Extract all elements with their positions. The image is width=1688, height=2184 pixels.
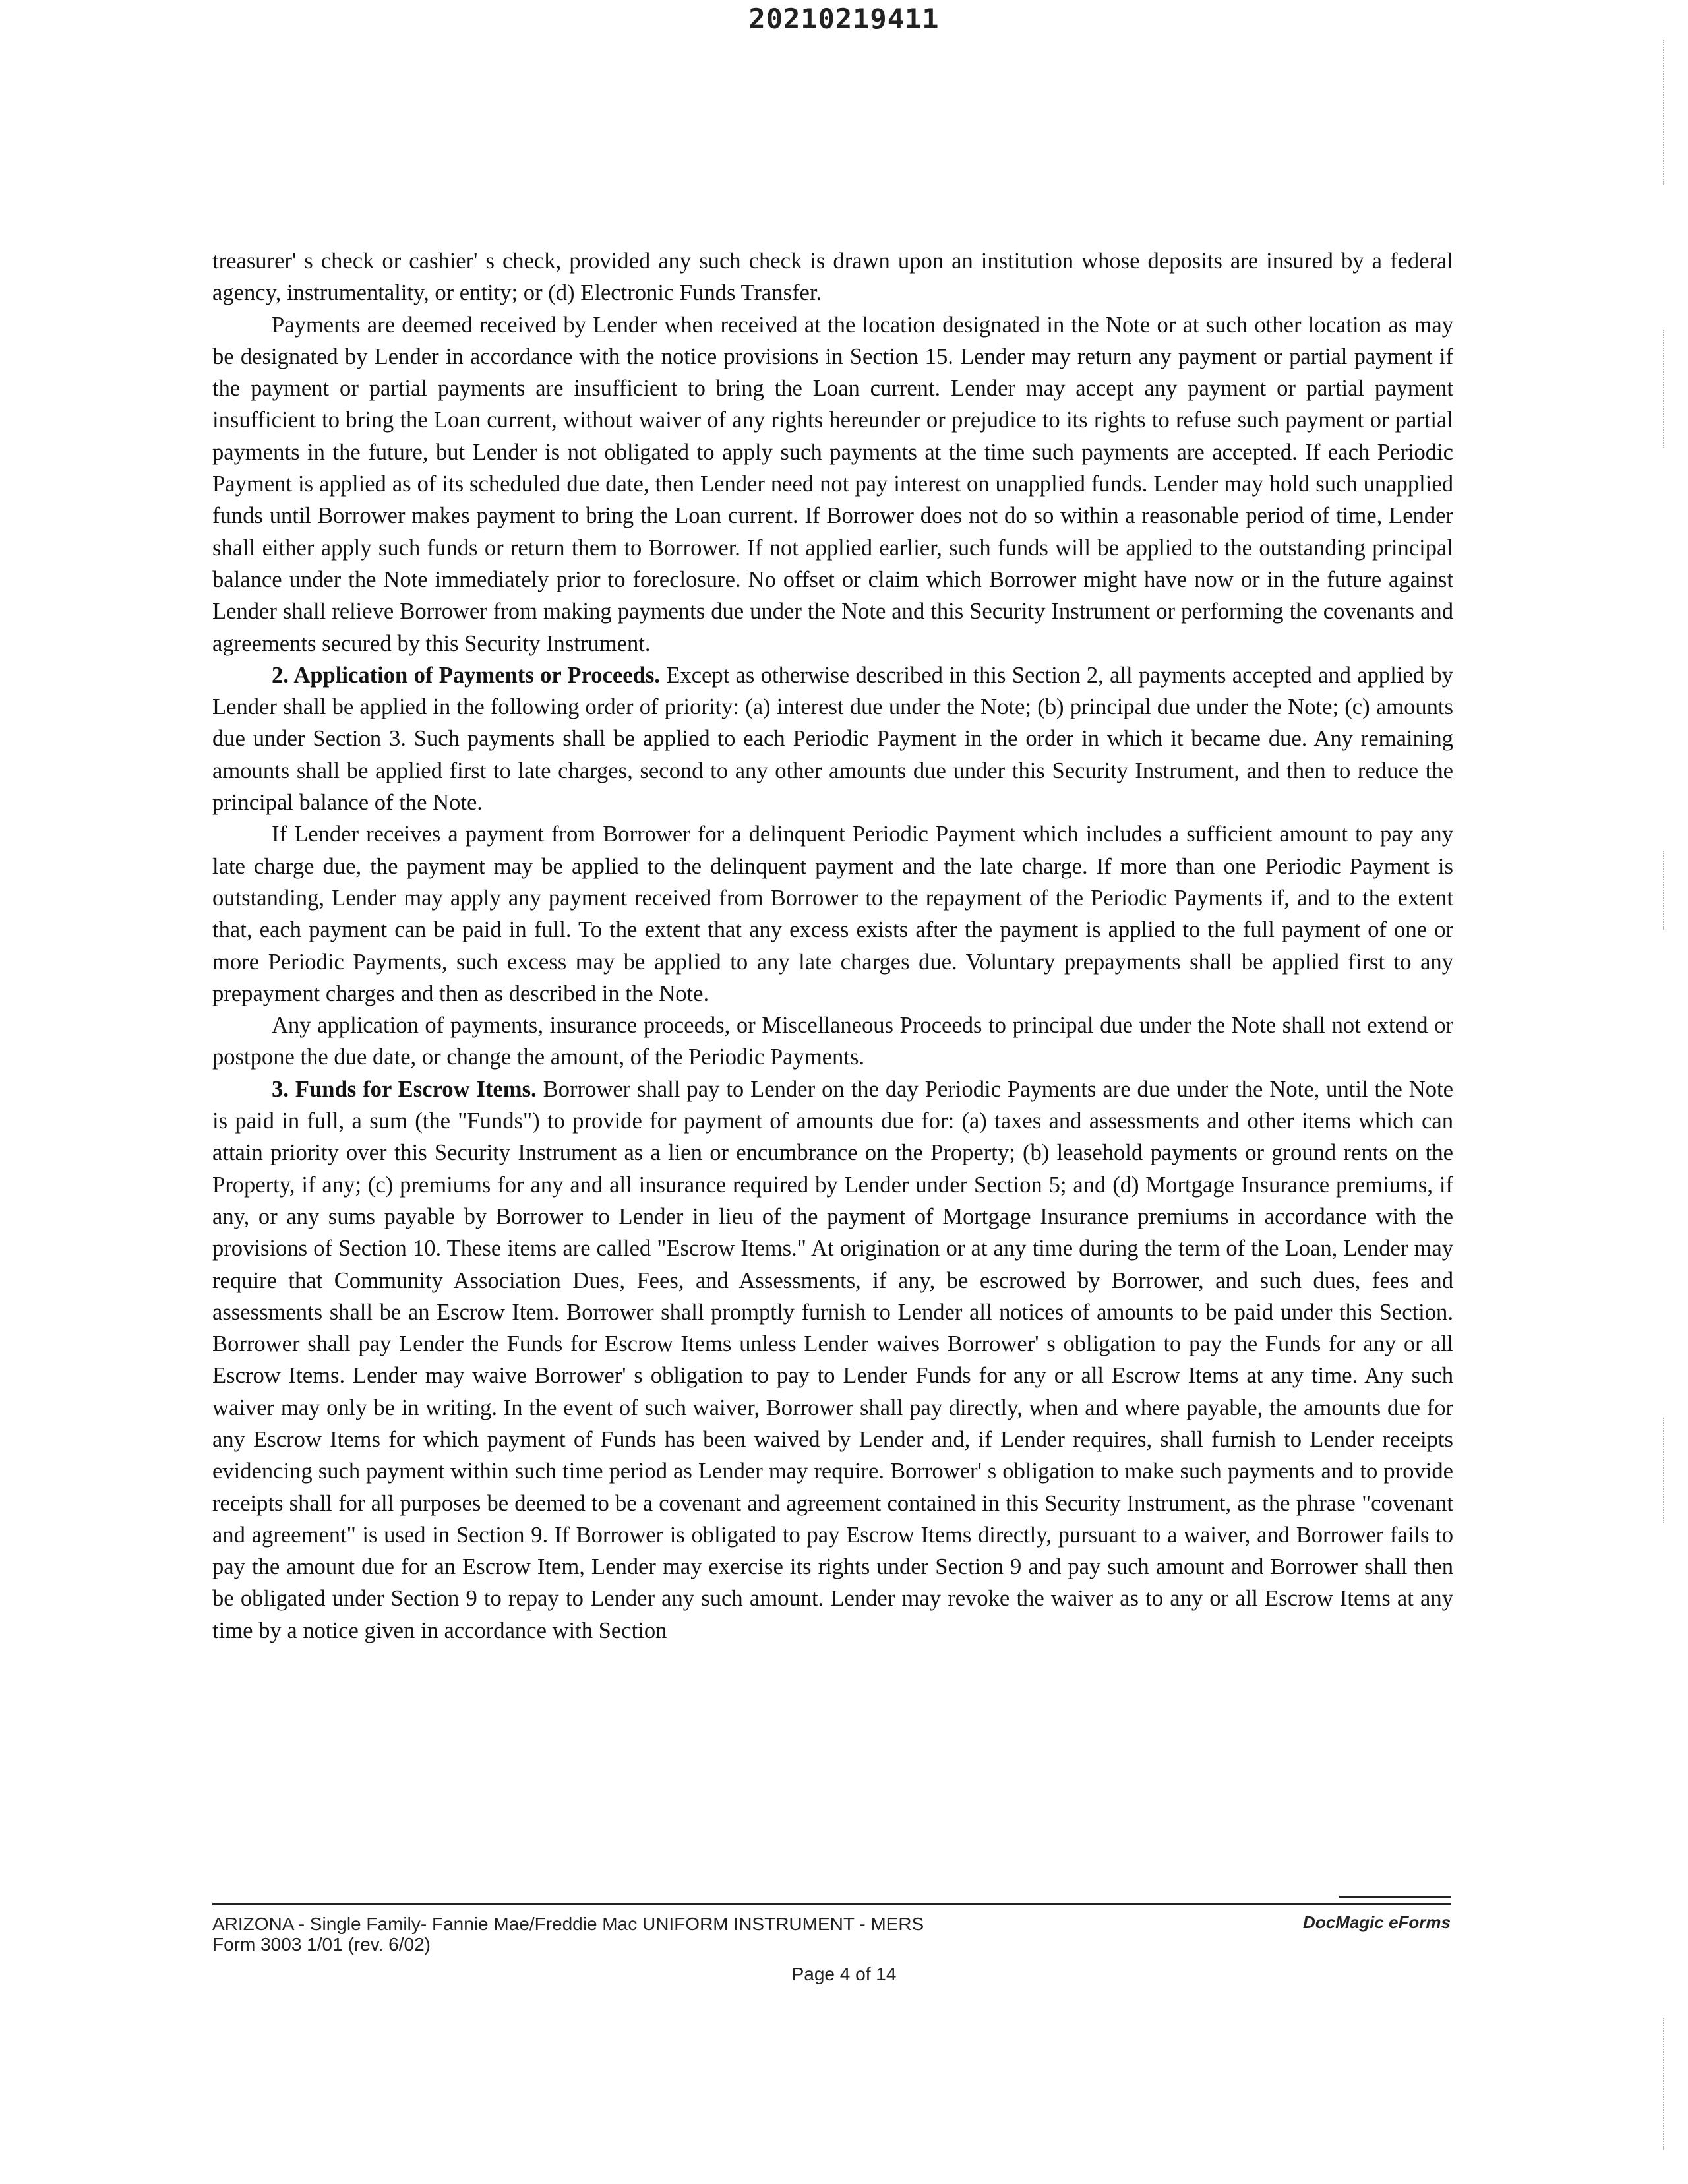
section-3-heading: 3. Funds for Escrow Items. — [272, 1076, 537, 1102]
form-identifier — [212, 1914, 924, 1955]
page-number: Page 4 of 14 — [791, 1964, 897, 1984]
section-2-heading: 2. Application of Payments or Proceeds. — [272, 662, 660, 688]
footer-rule-accent — [1339, 1896, 1451, 1898]
section-2-paragraph — [212, 659, 1453, 818]
scan-edge-mark — [1663, 40, 1664, 185]
document-number: 20210219411 — [748, 3, 940, 35]
scan-edge-mark — [1663, 330, 1664, 448]
section-3-paragraph — [212, 1074, 1453, 1647]
paragraph-application-of-payments: Any application of payments, insurance proceeds, or Miscellaneous Proceeds to principal due under the Note shall not extend or postpone the due date, or change the amount, of the Periodic Payments. — [212, 1013, 1453, 1070]
docmagic-logo: DocMagic eForms — [1303, 1912, 1451, 1932]
paragraph-delinquent-payment: If Lender receives a payment from Borrower for a delinquent Periodic Payment which includes a sufficient amount to pay any late charge due, the payment may be applied to the delinquent payment and the late charge. If more than one Periodic Payment is outstanding, Lender may apply any payment received from Borrower to the repayment of the Periodic Payments if, and to the extent that, each payment can be paid in full. To the extent that any excess exists after the payment is applied to the full payment of one or more Periodic Payments, such excess may be applied to any late charges due. Voluntary prepayments shall be applied first to any prepayment charges and then as described in the Note. — [212, 822, 1453, 1006]
scan-edge-mark — [1663, 2018, 1664, 2150]
form-number: Form 3003 1/01 (rev. 6/02) — [212, 1934, 431, 1955]
paragraph-payments-received: Payments are deemed received by Lender when received at the location designated in the Note or at such other location as may be designated by Lender in accordance with the notice provisions in Section 15. Lender may return any payment or partial payment if the payment or partial payments are insufficient to bring the Loan current. Lender may accept any payment or partial payment insufficient to bring the Loan current, without waiver of any rights hereunder or prejudice to its rights to refuse such payment or partial payments in the future, but Lender is not obligated to apply such payments at the time such payments are accepted. If each Periodic Payment is applied as of its scheduled due date, then Lender need not pay interest on unapplied funds. Lender may hold such unapplied funds until Borrower makes payment to bring the Loan current. If Borrower does not do so within a reasonable period of time, Lender shall either apply such funds or return them to Borrower. If not applied earlier, such funds will be applied to the outstanding principal balance under the Note immediately prior to foreclosure. No offset or claim which Borrower might have now or in the future against Lender shall relieve Borrower from making payments due under the Note and this Security Instrument or performing the covenants and agreements secured by this Security Instrument. — [212, 312, 1453, 656]
scan-edge-mark — [1663, 851, 1664, 930]
scan-edge-mark — [1663, 1418, 1664, 1523]
section-3-text: Borrower shall pay to Lender on the day Periodic Payments are due under the Note, until the Note is paid in full, a sum (the "Funds") to provide for payment of amounts due for: (a) taxes and assessments and other items which can attain priority over this Security Instrument as a lien or encumbrance on the Property; (b) leasehold payments or ground rents on the Property, if any; (c) premiums for any and all insurance required by Lender under Section 5; and (d) Mortgage Insurance premiums, if any, or any sums payable by Borrower to Lender in lieu of the payment of Mortgage Insurance premiums in accordance with the provisions of Section 10. These items are called "Escrow Items." At origination or at any time during the term of the Loan, Lender may require that Community Association Dues, Fees, and Assessments, if any, be escrowed by Borrower, and such dues, fees and assessments shall be an Escrow Item. Borrower shall promptly furnish to Lender all notices of amounts to be paid under this Section. Borrower shall pay Lender the Funds for Escrow Items unless Lender waives Borrower' s obligation to pay the Funds for any or all Escrow Items. Lender may waive Borrower' s obligation to pay to Lender Funds for any or all Escrow Items at any time. Any such waiver may only be in writing. In the event of such waiver, Borrower shall pay directly, when and where payable, the amounts due for any Escrow Items for which payment of Funds has been waived by Lender and, if Lender requires, shall furnish to Lender receipts evidencing such payment within such time period as Lender may require. Borrower' s obligation to make such payments and to provide receipts shall for all purposes be deemed to be a covenant and agreement contained in this Security Instrument, as the phrase "covenant and agreement" is used in Section 9. If Borrower is obligated to pay Escrow Items directly, pursuant to a waiver, and Borrower fails to pay the amount due for an Escrow Item, Lender may exercise its rights under Section 9 and pay such amount and Borrower shall then be obligated under Section 9 to repay to Lender any such amount. Lender may revoke the waiver as to any or all Escrow Items at any time by a notice given in accordance with Section — [212, 1076, 1453, 1643]
footer-rule — [212, 1903, 1451, 1905]
section-2-text: Except as otherwise described in this Section 2, all payments accepted and applied by Lender shall be applied in the following order of priority: (a) interest due under the Note; (b) principal due under the Note; (c) amounts due under Section 3. Such payments shall be applied to each Periodic Payment in the order in which it became due. Any remaining amounts shall be applied first to late charges, second to any other amounts due under this Security Instrument, and then to reduce the principal balance of the Note. — [212, 662, 1453, 816]
paragraph-continuation: treasurer' s check or cashier' s check, provided any such check is drawn upon an institution whose deposits are insured by a federal agency, instrumentality, or entity; or (d) Electronic Funds Transfer. — [212, 249, 1453, 306]
document-body — [212, 245, 1453, 1647]
form-title: ARIZONA - Single Family- Fannie Mae/Freddie Mac UNIFORM INSTRUMENT - MERS — [212, 1914, 924, 1934]
